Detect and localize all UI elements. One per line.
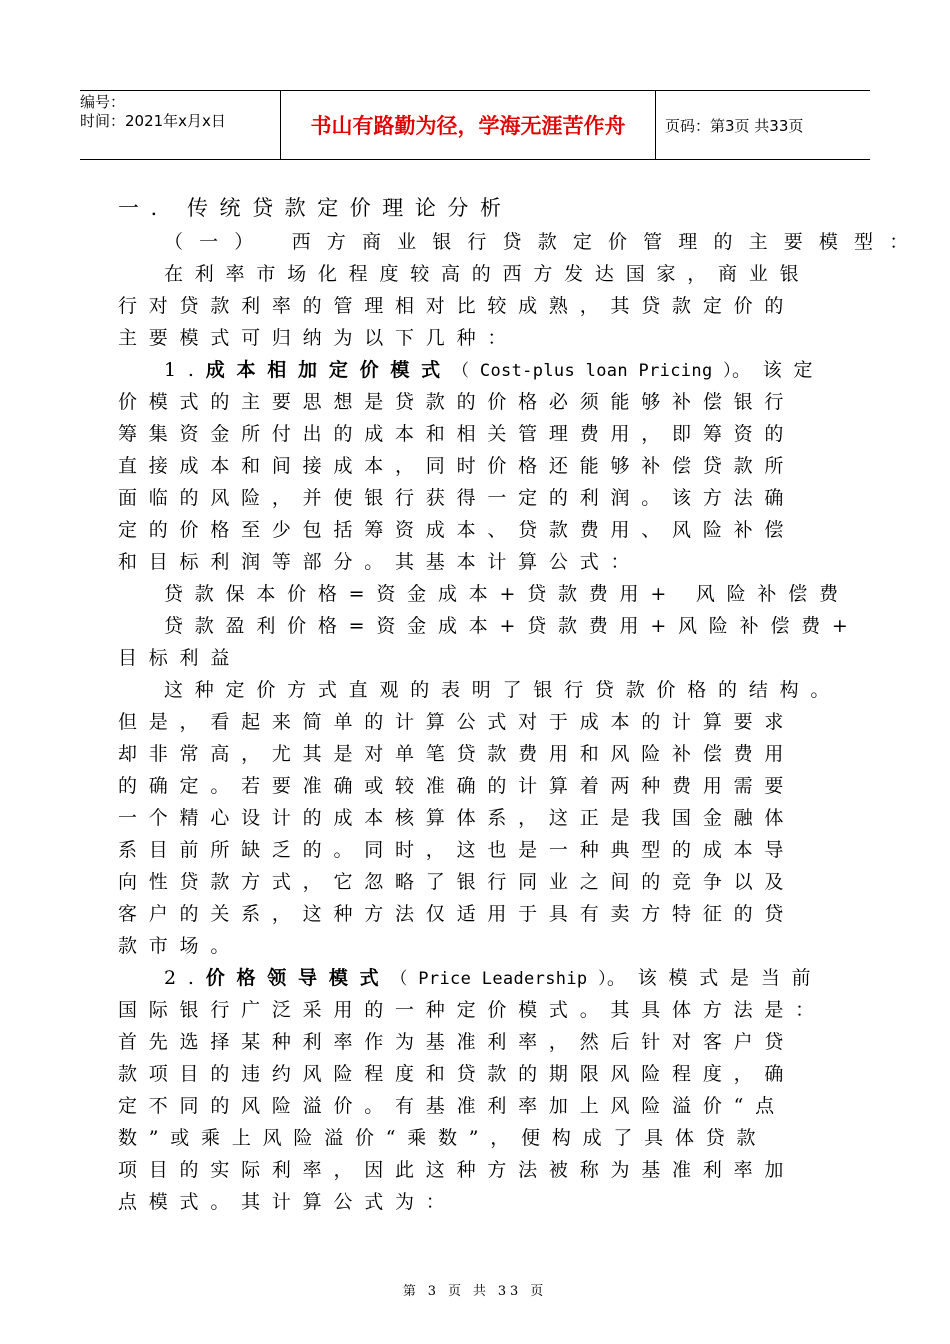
section-heading: 一. 传统贷款定价理论分析	[118, 196, 513, 220]
item-number: 1.	[164, 359, 206, 381]
paragraph-line: 但是，看起来简单的计算公式对于成本的计算要求	[118, 711, 796, 733]
item-title: 价格领导模式	[205, 967, 391, 989]
paragraph-line: 一个精心设计的成本核算体系，这正是我国金融体	[118, 807, 796, 829]
item-english: （ Cost-plus loan Pricing ）	[451, 361, 732, 381]
paragraph-line: 行对贷款利率的管理相对比较成熟，其贷款定价的	[118, 295, 796, 317]
code-label: 编号：	[80, 93, 126, 111]
header-meta	[80, 91, 280, 161]
formula-2: 贷款盈利价格=资金成本+贷款费用+风险补偿费+	[164, 615, 860, 637]
paragraph-line: 国际银行广泛采用的一种定价模式。其具体方法是：	[118, 999, 826, 1021]
paragraph-line: 数”或乘上风险溢价“乘数”，便构成了具体贷款	[118, 1127, 768, 1149]
time-label: 时间：2021年x月x日	[80, 112, 226, 130]
header-page-info: 页码：第3页 共33页	[665, 116, 804, 135]
paragraph-line: 却非常高，尤其是对单笔贷款费用和风险补偿费用	[118, 743, 796, 765]
paragraph-line: 主要模式可归纳为以下几种：	[118, 327, 519, 349]
paragraph-line: 筹集资金所付出的成本和相关管理费用，即筹资的	[118, 423, 796, 445]
paragraph-line: 直接成本和间接成本，同时价格还能够补偿贷款所	[118, 455, 796, 477]
page-header	[80, 90, 870, 160]
subheading: （一） 西方商业银行贷款定价管理的主要模型：	[164, 231, 925, 253]
paragraph-line: 和目标利润等部分。其基本计算公式：	[118, 551, 642, 573]
paragraph-line: 向性贷款方式，它忽略了银行同业之间的竞争以及	[118, 871, 796, 893]
formula-2-cont: 目标利益	[118, 647, 242, 669]
item-number: 2.	[164, 967, 206, 989]
paragraph-line: 定的价格至少包括筹资成本、贷款费用、风险补偿	[118, 519, 796, 541]
item-2-heading	[118, 962, 838, 994]
item-1-heading	[118, 354, 838, 386]
paragraph-line: 面临的风险，并使银行获得一定的利润。该方法确	[118, 487, 796, 509]
paragraph-line: 定不同的风险溢价。有基准利率加上风险溢价“点	[118, 1095, 786, 1117]
item-rest: 。该模式是当前	[606, 967, 823, 989]
paragraph-line: 在利率市场化程度较高的西方发达国家，商业银	[164, 263, 811, 285]
formula-1: 贷款保本价格=资金成本+贷款费用+ 风险补偿费	[164, 583, 850, 605]
paragraph-line: 款市场。	[118, 935, 242, 957]
item-rest: 。该定	[731, 359, 825, 381]
item-title: 成本相加定价模式	[205, 359, 452, 381]
paragraph-line: 这种定价方式直观的表明了银行贷款价格的结构。	[164, 679, 842, 701]
paragraph-line: 首先选择某种利率作为基准利率，然后针对客户贷	[118, 1031, 796, 1053]
header-motto: 书山有路勤为径，学海无涯苦作舟	[280, 91, 656, 159]
paragraph-line: 的确定。若要准确或较准确的计算着两种费用需要	[118, 775, 796, 797]
paragraph-line: 价模式的主要思想是贷款的价格必须能够补偿银行	[118, 391, 796, 413]
paragraph-line: 点模式。其计算公式为：	[118, 1191, 457, 1213]
paragraph-line: 项目的实际利率，因此这种方法被称为基准利率加	[118, 1159, 796, 1181]
document-body	[118, 190, 925, 1218]
paragraph-line: 款项目的违约风险程度和贷款的期限风险程度，确	[118, 1063, 796, 1085]
item-english: （ Price Leadership ）	[390, 969, 607, 989]
paragraph-line: 系目前所缺乏的。同时，这也是一种典型的成本导	[118, 839, 796, 861]
page-footer: 第 3 页 共 33 页	[402, 1284, 548, 1299]
paragraph-line: 客户的关系，这种方法仅适用于具有卖方特征的贷	[118, 903, 796, 925]
